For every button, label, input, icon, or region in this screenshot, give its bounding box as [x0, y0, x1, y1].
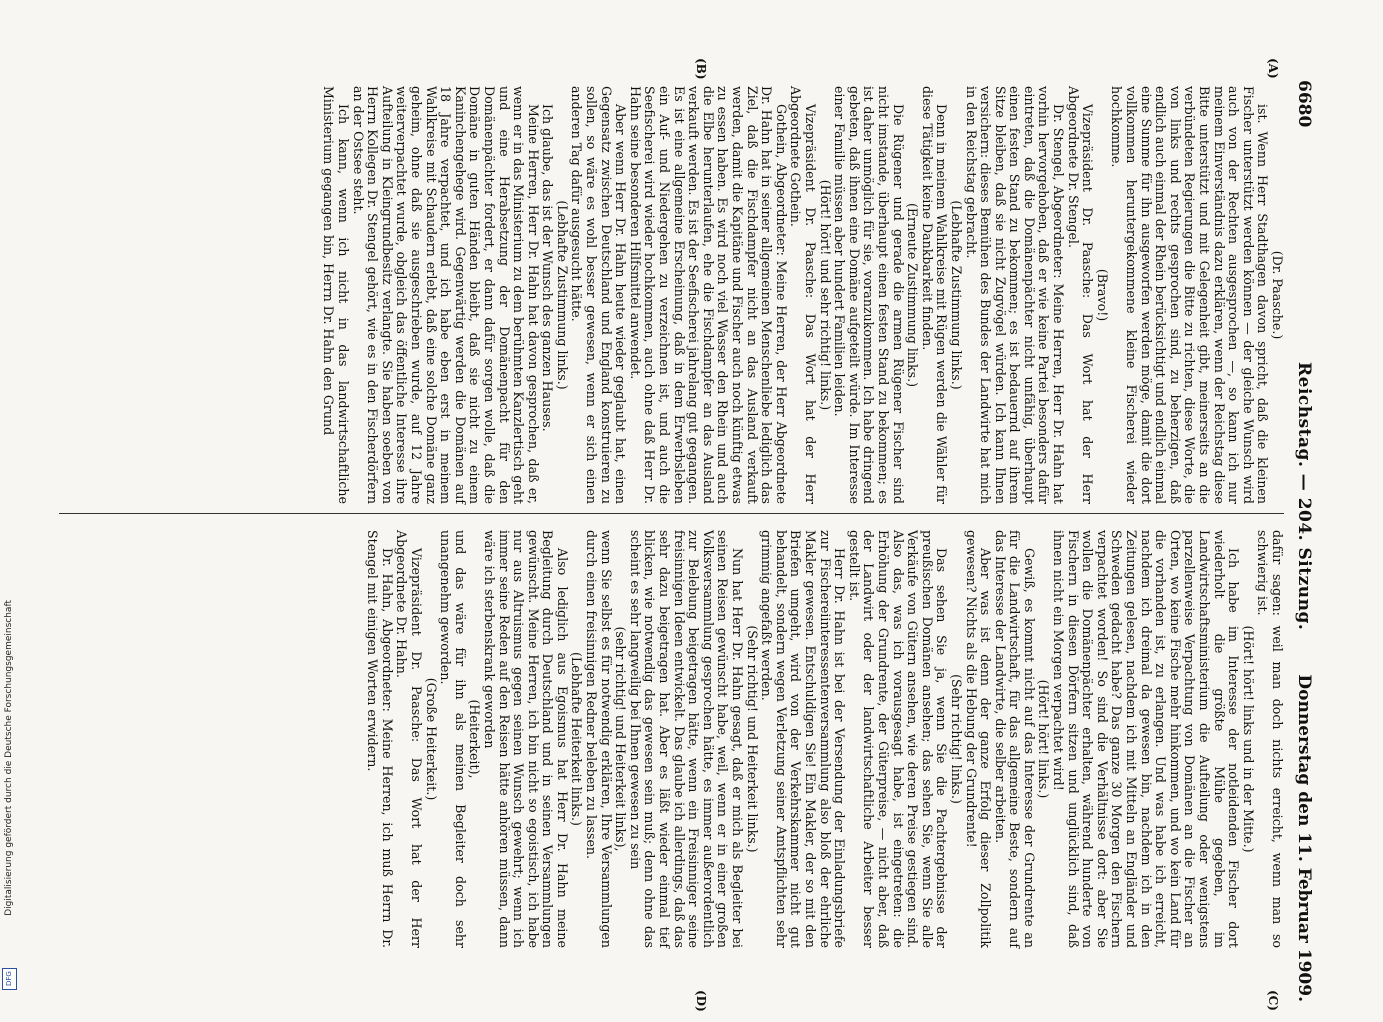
interjection: (Hört! hört! und sehr richtig! links.) [817, 179, 833, 411]
margin-mark-b: (B) [694, 58, 708, 80]
paragraph: Das sehen Sie ja, wenn Sie die Pachtergebnisse der preußischen Domänen ansehen; das sehen Sie, wenn Sie alle Verkäufe von Gütern ansehen, wie deren Preise gestiegen sind. Also das, was ich vorausgesagt habe, ist eingetreten: die Erhöhung der Grundrente, der Güterpreise, — nicht aber, daß der Landwirt oder der landwirtschaftliche Arbeiter besser gestellt ist. [846, 530, 950, 948]
interjection: (Lebhafte Heiterkeit links.) [569, 652, 585, 826]
paragraph: Gothein, Abgeordneter: Meine Herren, der Herr Abgeordnete Dr. Hahn hat in seiner allgemeinen Menschenliebe lediglich das Ziel, daß die Fischdampfer nicht an das Ausland verkauft werden, damit die Kapitäne und Fischer auch noch künftig etwas zu essen haben. Es wird noch viel Wasser den Rhein und auch die Elbe herunterlaufen, ehe die Fischdampfer an das Ausland verkauft werden. Es ist der Seefischerei jahrelang gut gegangen. Es ist eine allgemeine Erscheinung, daß in dem Erwerbsleben ein Auf- und Niedergehen zu verzeichnen ist, und auch die Seefischerei wird wieder hochkommen, auch ohne daß Herr Dr. Hahn seine besonderen Hilfsmittel anwendet. [627, 86, 789, 504]
paragraph: Herr Dr. Hahn ist bei der Versendung der Einladungsbriefe zur Fischereiinteressentenversammlung also bloß der ehrliche Makler gewesen. Entschuldigen Sie! Ein Makler, der so mit den Briefen umgeht, wird von der Verkehrskammer nicht gut behandelt, sondern wegen Verletzung seiner Amtspflichten sehr grimmig angefaßt werden. [759, 530, 848, 948]
interjection: (sehr richtig! und Heiterkeit links), [613, 626, 629, 852]
interjection: (Hört! hört! links.) [1036, 679, 1052, 799]
paragraph: dafür sagen: weil man doch nichts erreicht, wenn man so schwierig ist. [1255, 530, 1285, 948]
paragraph: Gewiß, es kommt nicht auf das Interesse der Grundrente an für die Landwirtschaft, für das allgemeine Beste, sondern auf das Interesse der Landwirte, die selber arbeiten. [992, 530, 1037, 948]
page-header [1290, 22, 1320, 1022]
paragraph: Ich glaube, das ist der Wunsch des ganzen Hauses. [540, 104, 556, 432]
interjection: (Heiterkeit), [467, 699, 483, 779]
interjection: (Dr. Paasche.) [1270, 250, 1285, 340]
interjection: (Hört! hört! links und in der Mitte.) [1240, 625, 1256, 853]
paragraph: Ich kann, wenn ich nicht in das landwirtschaftliche Ministerium gegangen bin, Herrn Dr. Hahn den Grund [321, 86, 351, 504]
interjection: (Sehr richtig! links.) [948, 674, 964, 804]
paragraph: Nun hat Herr Dr. Hahn gesagt, daß er mich als Begleiter bei seinen Reisen gewünscht habe, weil, wenn er in einer großen Volksversammlung gesprochen hätte, es immer außerordentlich zur Belebung beigetragen hätte, wenn ein Freisinniger seine freisinnigen Ideen entwickelt. Das glaube ich allerdings, daß das sehr dazu beigetragen hat. Aber es läßt wieder einmal tief blicken, wie notwendig das gewesen sein muß; denn ohne das scheint es sehr langweilig bei Ihnen gewesen zu sein [627, 530, 746, 948]
margin-mark-d: (D) [694, 990, 708, 1012]
paragraph: wenn Sie selbst es für notwendig erklären, Ihre Versammlungen durch einen freisinnigen Redner beleben zu lassen. [584, 530, 614, 948]
session-date: Donnerstag den 11. Februar 1909. [1294, 674, 1314, 1002]
dfg-logo: DFG [2, 968, 17, 990]
paragraph: Vizepräsident Dr. Paasche: Das Wort hat der Herr Abgeordnete Dr. Hahn. [394, 530, 424, 948]
paragraph: Ich habe im Interesse der notleidenden Fischer dort wiederholt die größte Mühe gegeben, im Landwirtschaftsministerium die Aufteilung oder wenigstens parzellenweise Verpachtung von Domänen an die Fischer an Orten, wo keine Fische mehr hinkommen, und wo kein Land für die vorhanden ist, zu erlangen. Und was habe ich erreicht, nachdem ich dreimal da gewesen bin, nachdem ich in den Zeitungen gelesen, nachdem ich mit Mitteln an Engländer und Schweden gedacht habe? Das ganze 30 Morgen den Fischern verpachtet worden! So sind die Verhältnisse dort: aber Sie wollen die Domänenpächter erhalten, während hunderte von Fischern in diesen Dörfern sitzen und unglücklich sind, daß ihnen nicht ein Morgen verpachtet wird! [1051, 530, 1242, 948]
paragraph: Denn in meinem Wahlkreise mit Rügen werden die Wähler für diese Tätigkeit keine Dankbarkeit finden. [919, 86, 950, 504]
interjection: (Erneute Zustimmung links.) [905, 202, 921, 388]
paragraph: Aber wenn Herr Dr. Hahn heute wieder geglaubt hat, einen Gegensatz zwischen Deutschland und England konstruieren zu sollen, so wäre es wohl besser gewesen, wenn er sich einen anderen Tag dafür ausgesucht hätte. [569, 86, 629, 504]
margin-mark-a: (A) [1266, 58, 1280, 79]
paragraph: Meine Herren, Herr Dr. Hahn hat davon gesprochen, daß er, wenn er in das Ministerium zu dem berühmten Kanzlertisch geht und eine Herabsetzung der Domänenpacht für den Domänenpächter fordert, er dann dafür sorgen wolle, daß die Domäne in guten Händen bleibt, daß sie nicht zu einem Kaninchengehege wird. Gegenwärtig werden die Domänen auf 18 Jahre verpachtet, und ich habe eben erst in meinem Wahlkreise mit Schaudern erlebt, daß eine solche Domäne ganz geheim, ohne daß sie ausgeschrieben wurde, auf 12 Jahre weiterverpachtet wurde, obgleich das öffentliche Interesse ihre Aufteilung in Kleingrundbesitz verlangte. Sie haben soeben von Herrn Kollegen Dr. Stengel gehört, wie es in den Fischerdörfern an der Ostsee steht. [350, 86, 541, 504]
paragraph: Vizepräsident Dr. Paasche: Das Wort hat der Herr Abgeordnete Dr. Stengel. [1065, 86, 1096, 504]
interjection: (Lebhafte Zustimmung links.) [948, 200, 964, 390]
margin-mark-c: (C) [1266, 990, 1280, 1011]
paragraph: Vizepräsident Dr. Paasche: Das Wort hat der Herr Abgeordnete Gothein. [788, 86, 818, 504]
page-number: 6680 [1294, 80, 1314, 128]
interjection: (Lebhafte Zustimmung links.) [554, 200, 570, 390]
digitization-note: Digitalisierung gefördert durch die Deutsche Forschungsgemeinschaft [4, 600, 14, 916]
paragraph: Dr. Hahn, Abgeordneter: Meine Herren, ich muß Herrn Dr. Stengel mit einigen Worten erwidern. [365, 530, 395, 948]
interjection: (Bravo!) [1094, 268, 1110, 322]
column-divider [59, 513, 1284, 514]
paragraph: Dr. Stengel, Abgeordneter: Meine Herren, Herr Dr. Hahn hat vorhin hervorgehoben, daß er wie keine Partei besonders dafür eintreten, daß die Domänenpächter nicht unfähig, überhaupt einen festen Stand zu bekommen; es ist bedauernd auf ihrem Sitze bleiben, daß sie nicht Zugvögel würden. Ich kann Ihnen versichern: dieses Bemühen des Bundes der Landwirte hat mich in den Reichstag gebracht. [963, 86, 1067, 504]
paragraph: Also lediglich aus Egoismus hat Herr Dr. Hahn meine Begleitung durch Deutschland und in seinen Versammlungen gewünscht. Meine Herren, ich bin nicht so egoistisch, ich habe nur aus Altruismus gegen seinen Wunsch gewehrt; wenn ich immer seine Reden auf den Reisen hätte anhören müssen, dann wäre ich sterbenskrank geworden [481, 530, 570, 948]
rotated-page [20, 22, 1320, 1022]
paragraph: Aber was ist denn der ganze Erfolg dieser Zollpolitik gewesen? Nichts als die Hebung der Grundrente! [963, 530, 994, 948]
interjection: (Große Heiterkeit.) [423, 677, 439, 801]
left-column [321, 86, 1284, 504]
paragraph: Die Rügener und gerade die armen Rügener Fischer sind nicht imstande, überhaupt einen festen Stand zu bekommen; es ist daher unmöglich für sie, voranzukommen. Ich habe dringend gebeten, daß ihnen eine Domäne aufgeteilt würde. Im Interesse einer Familie müssen aber hundert Familien leiden. [832, 86, 906, 504]
interjection: (Sehr richtig! und Heiterkeit links.) [744, 625, 760, 853]
paragraph: und das wäre für ihn als meinen Begleiter doch sehr unangenehm geworden. [438, 530, 468, 948]
paragraph: ist. Wenn Herr Stadthagen davon spricht, daß die kleinen Fischer unterstützt werden können — der gleiche Wunsch wird auch von der Rechten ausgesprochen —, so kann ich nur meinem Einverständnis dazu erklären, wenn der Reichstag diese Bitte unterstützt und mit Gelegenheit gibt, meinerseits an die verbündeten Regierungen die Bitte zu richten, diese Worte, die von links und rechts gesprochen sind, zu beherzigen, daß endlich auch einmal der Rhein berücksichtigt und endlich einmal eine Summe für ihn ausgeworfen werden möge, damit die dort vollkommen heruntergekommene kleine Fischerei wieder hochkomme. [1109, 86, 1271, 504]
session-title: Reichstag. — 204. Sitzung. [1294, 362, 1314, 631]
right-column [365, 530, 1284, 948]
